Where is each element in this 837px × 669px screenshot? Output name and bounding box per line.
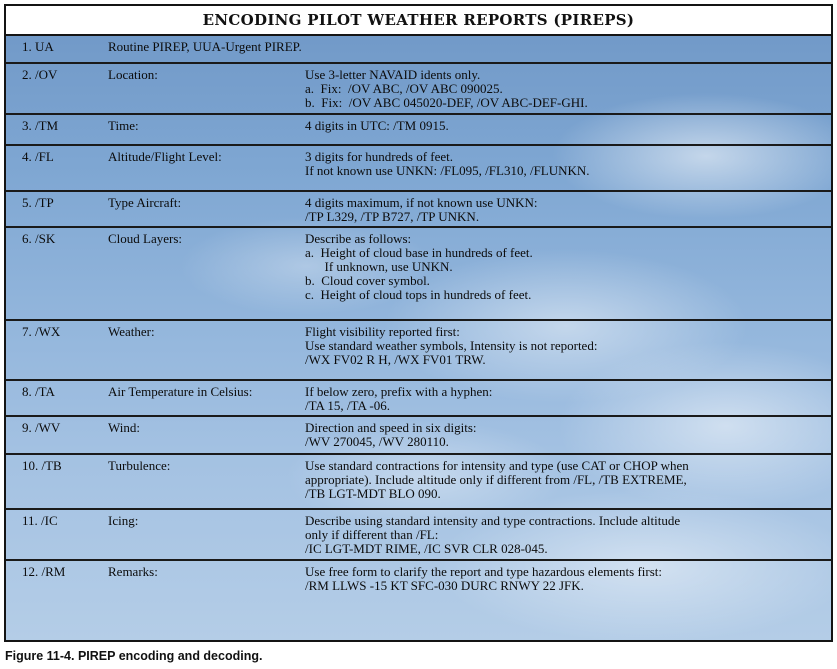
description-line: 4 digits maximum, if not known use UNKN: <box>305 195 538 210</box>
table-row <box>6 381 831 417</box>
row-field: Remarks: <box>108 564 158 579</box>
row-code: 7. /WX <box>22 324 61 339</box>
description-line: If not known use UNKN: /FL095, /FL310, /FLUNKN. <box>305 163 590 178</box>
table-row <box>6 36 831 64</box>
row-description <box>305 232 811 302</box>
table-row <box>6 64 831 115</box>
row-code: 1. UA <box>22 39 54 54</box>
description-line: only if different than /FL: <box>305 527 439 542</box>
row-code: 2. /OV <box>22 67 58 82</box>
row-description <box>305 421 811 449</box>
table-row <box>6 321 831 381</box>
row-field: Routine PIREP, UUA-Urgent PIREP. <box>108 39 302 54</box>
row-description <box>305 119 811 133</box>
row-code: 5. /TP <box>22 195 54 210</box>
description-line: Describe as follows: <box>305 231 412 246</box>
description-line: /WX FV02 R H, /WX FV01 TRW. <box>305 352 486 367</box>
table-title: ENCODING PILOT WEATHER REPORTS (PIREPS) <box>6 6 831 36</box>
row-description <box>305 325 811 367</box>
description-line: 4 digits in UTC: /TM 0915. <box>305 118 449 133</box>
table-row <box>6 455 831 510</box>
row-field: Location: <box>108 67 158 82</box>
row-field: Turbulence: <box>108 458 171 473</box>
row-description <box>305 196 811 224</box>
row-code: 8. /TA <box>22 384 55 399</box>
description-line: Use standard weather symbols, Intensity is not reported: <box>305 338 598 353</box>
table-row <box>6 146 831 192</box>
description-line: If below zero, prefix with a hyphen: <box>305 384 493 399</box>
table-row <box>6 561 831 609</box>
row-code: 6. /SK <box>22 231 56 246</box>
description-line: Use standard contractions for intensity and type (use CAT or CHOP when <box>305 458 689 473</box>
description-line: appropriate). Include altitude only if different from /FL, /TB EXTREME, <box>305 472 687 487</box>
table-body <box>6 36 831 609</box>
row-description <box>305 150 811 178</box>
row-field: Weather: <box>108 324 155 339</box>
row-description <box>305 385 811 413</box>
figure-caption: Figure 11-4. PIREP encoding and decoding. <box>5 649 263 663</box>
description-line: /WV 270045, /WV 280110. <box>305 434 449 449</box>
table-row <box>6 115 831 146</box>
row-description <box>305 514 811 556</box>
pirep-encoding-table <box>4 4 833 642</box>
description-line: Flight visibility reported first: <box>305 324 460 339</box>
row-code: 4. /FL <box>22 149 54 164</box>
row-code: 3. /TM <box>22 118 59 133</box>
description-line: Use 3-letter NAVAID idents only. <box>305 67 481 82</box>
row-code: 10. /TB <box>22 458 62 473</box>
row-code: 9. /WV <box>22 420 61 435</box>
description-line: Describe using standard intensity and type contractions. Include altitude <box>305 513 681 528</box>
table-row <box>6 228 831 321</box>
description-line: a. Height of cloud base in hundreds of feet. <box>305 245 533 260</box>
description-line: Use free form to clarify the report and type hazardous elements first: <box>305 564 662 579</box>
description-line: b. Cloud cover symbol. <box>305 273 430 288</box>
description-line: b. Fix: /OV ABC 045020-DEF, /OV ABC-DEF-GHI. <box>305 95 588 110</box>
table-row <box>6 510 831 561</box>
row-field: Wind: <box>108 420 140 435</box>
description-line: Direction and speed in six digits: <box>305 420 477 435</box>
description-line: /TP L329, /TP B727, /TP UNKN. <box>305 209 480 224</box>
description-line: /TB LGT-MDT BLO 090. <box>305 486 441 501</box>
description-line: 3 digits for hundreds of feet. <box>305 149 454 164</box>
description-line: /IC LGT-MDT RIME, /IC SVR CLR 028-045. <box>305 541 548 556</box>
table-row <box>6 192 831 228</box>
table-row <box>6 417 831 455</box>
row-description <box>305 459 811 501</box>
row-field: Altitude/Flight Level: <box>108 149 222 164</box>
row-description <box>305 565 811 593</box>
description-line: c. Height of cloud tops in hundreds of feet. <box>305 287 532 302</box>
row-code: 11. /IC <box>22 513 58 528</box>
row-description <box>305 68 811 110</box>
row-code: 12. /RM <box>22 564 66 579</box>
row-field: Icing: <box>108 513 139 528</box>
row-field: Cloud Layers: <box>108 231 183 246</box>
description-line: /TA 15, /TA -06. <box>305 398 390 413</box>
description-line: If unknown, use UNKN. <box>305 259 453 274</box>
row-field: Type Aircraft: <box>108 195 182 210</box>
row-field: Time: <box>108 118 139 133</box>
description-line: /RM LLWS -15 KT SFC-030 DURC RNWY 22 JFK. <box>305 578 584 593</box>
row-field: Air Temperature in Celsius: <box>108 384 253 399</box>
description-line: a. Fix: /OV ABC, /OV ABC 090025. <box>305 81 503 96</box>
